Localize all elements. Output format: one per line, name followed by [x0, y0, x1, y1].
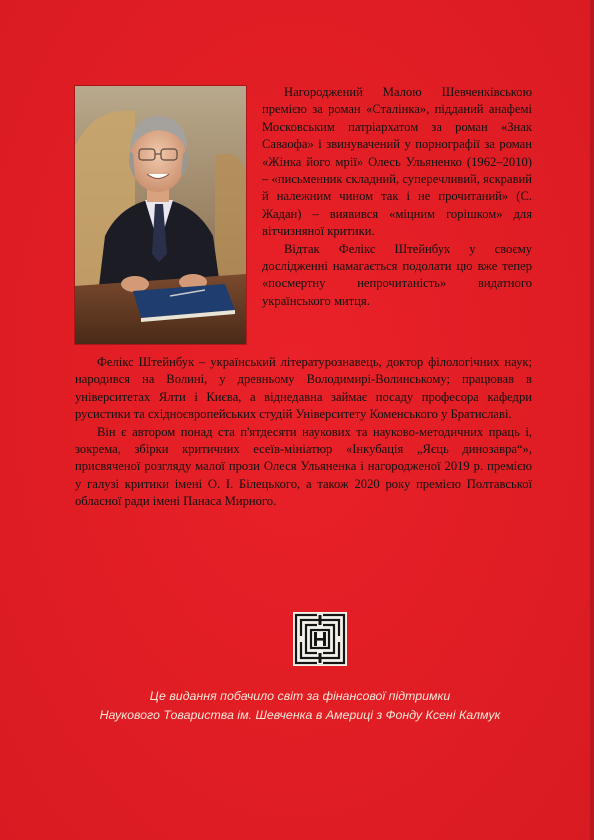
- funding-note-line-2: Наукового Товариства ім. Шевченка в Америці з Фонду Ксені Калмук: [99, 708, 501, 722]
- publisher-maze-logo-icon: [292, 611, 348, 667]
- bio-paragraph-2: Відтак Фелікс Штейнбук у своєму дослідженні намагається подолати цю вже тепер «посмертну непрочитаність» видатного українського митця.: [262, 241, 532, 308]
- bio-paragraph-1: Нагороджений Малою Шевченківською премією за роман «Сталінка», підданий анафемі Московським патріархатом за роман «Знак Саваофа» і звинувачений у порнографії за роман «Жінка його мрії» Олесь Ульяненко (1962–2010) – «письменник складний, суперечливий, яскравий й належним чином так і не прочитаний» (С. Жадан) – виявився «міцним горішком» для вітчизняної критики.: [262, 85, 532, 239]
- funding-note: [80, 687, 520, 725]
- bio-lower-column: [75, 354, 532, 511]
- funding-note-line-1: Це видання побачило світ за фінансової підтримки: [149, 689, 451, 703]
- bio-upper-column: [262, 84, 532, 310]
- author-portrait: [75, 86, 246, 344]
- cover-edge: [590, 0, 594, 840]
- bio-paragraph-4: Він є автором понад ста п'ятдесяти наукових та науково-методичних праць і, зокрема, збірки критичних есеїв-мініатюр «Інкубація „Яєць динозавра“», присвяченої розгляду малої прози Олеся Ульяненка і нагородженої 2019 р. премією у галузі критики імені О. І. Білецького, а також 2020 року премією Полтавської обласної ради імені Панаса Мирного.: [75, 424, 532, 509]
- bio-paragraph-3: Фелікс Штейнбук – український літературознавець, доктор філологічних наук; народився на Волині, у древньому Володимирі-Волинському; працював в університетах Ялти і Києва, а віднедавна займає посаду професора кафедри русистики та східноєвропейських студій Університету Коменського у Братиславі.: [75, 355, 532, 422]
